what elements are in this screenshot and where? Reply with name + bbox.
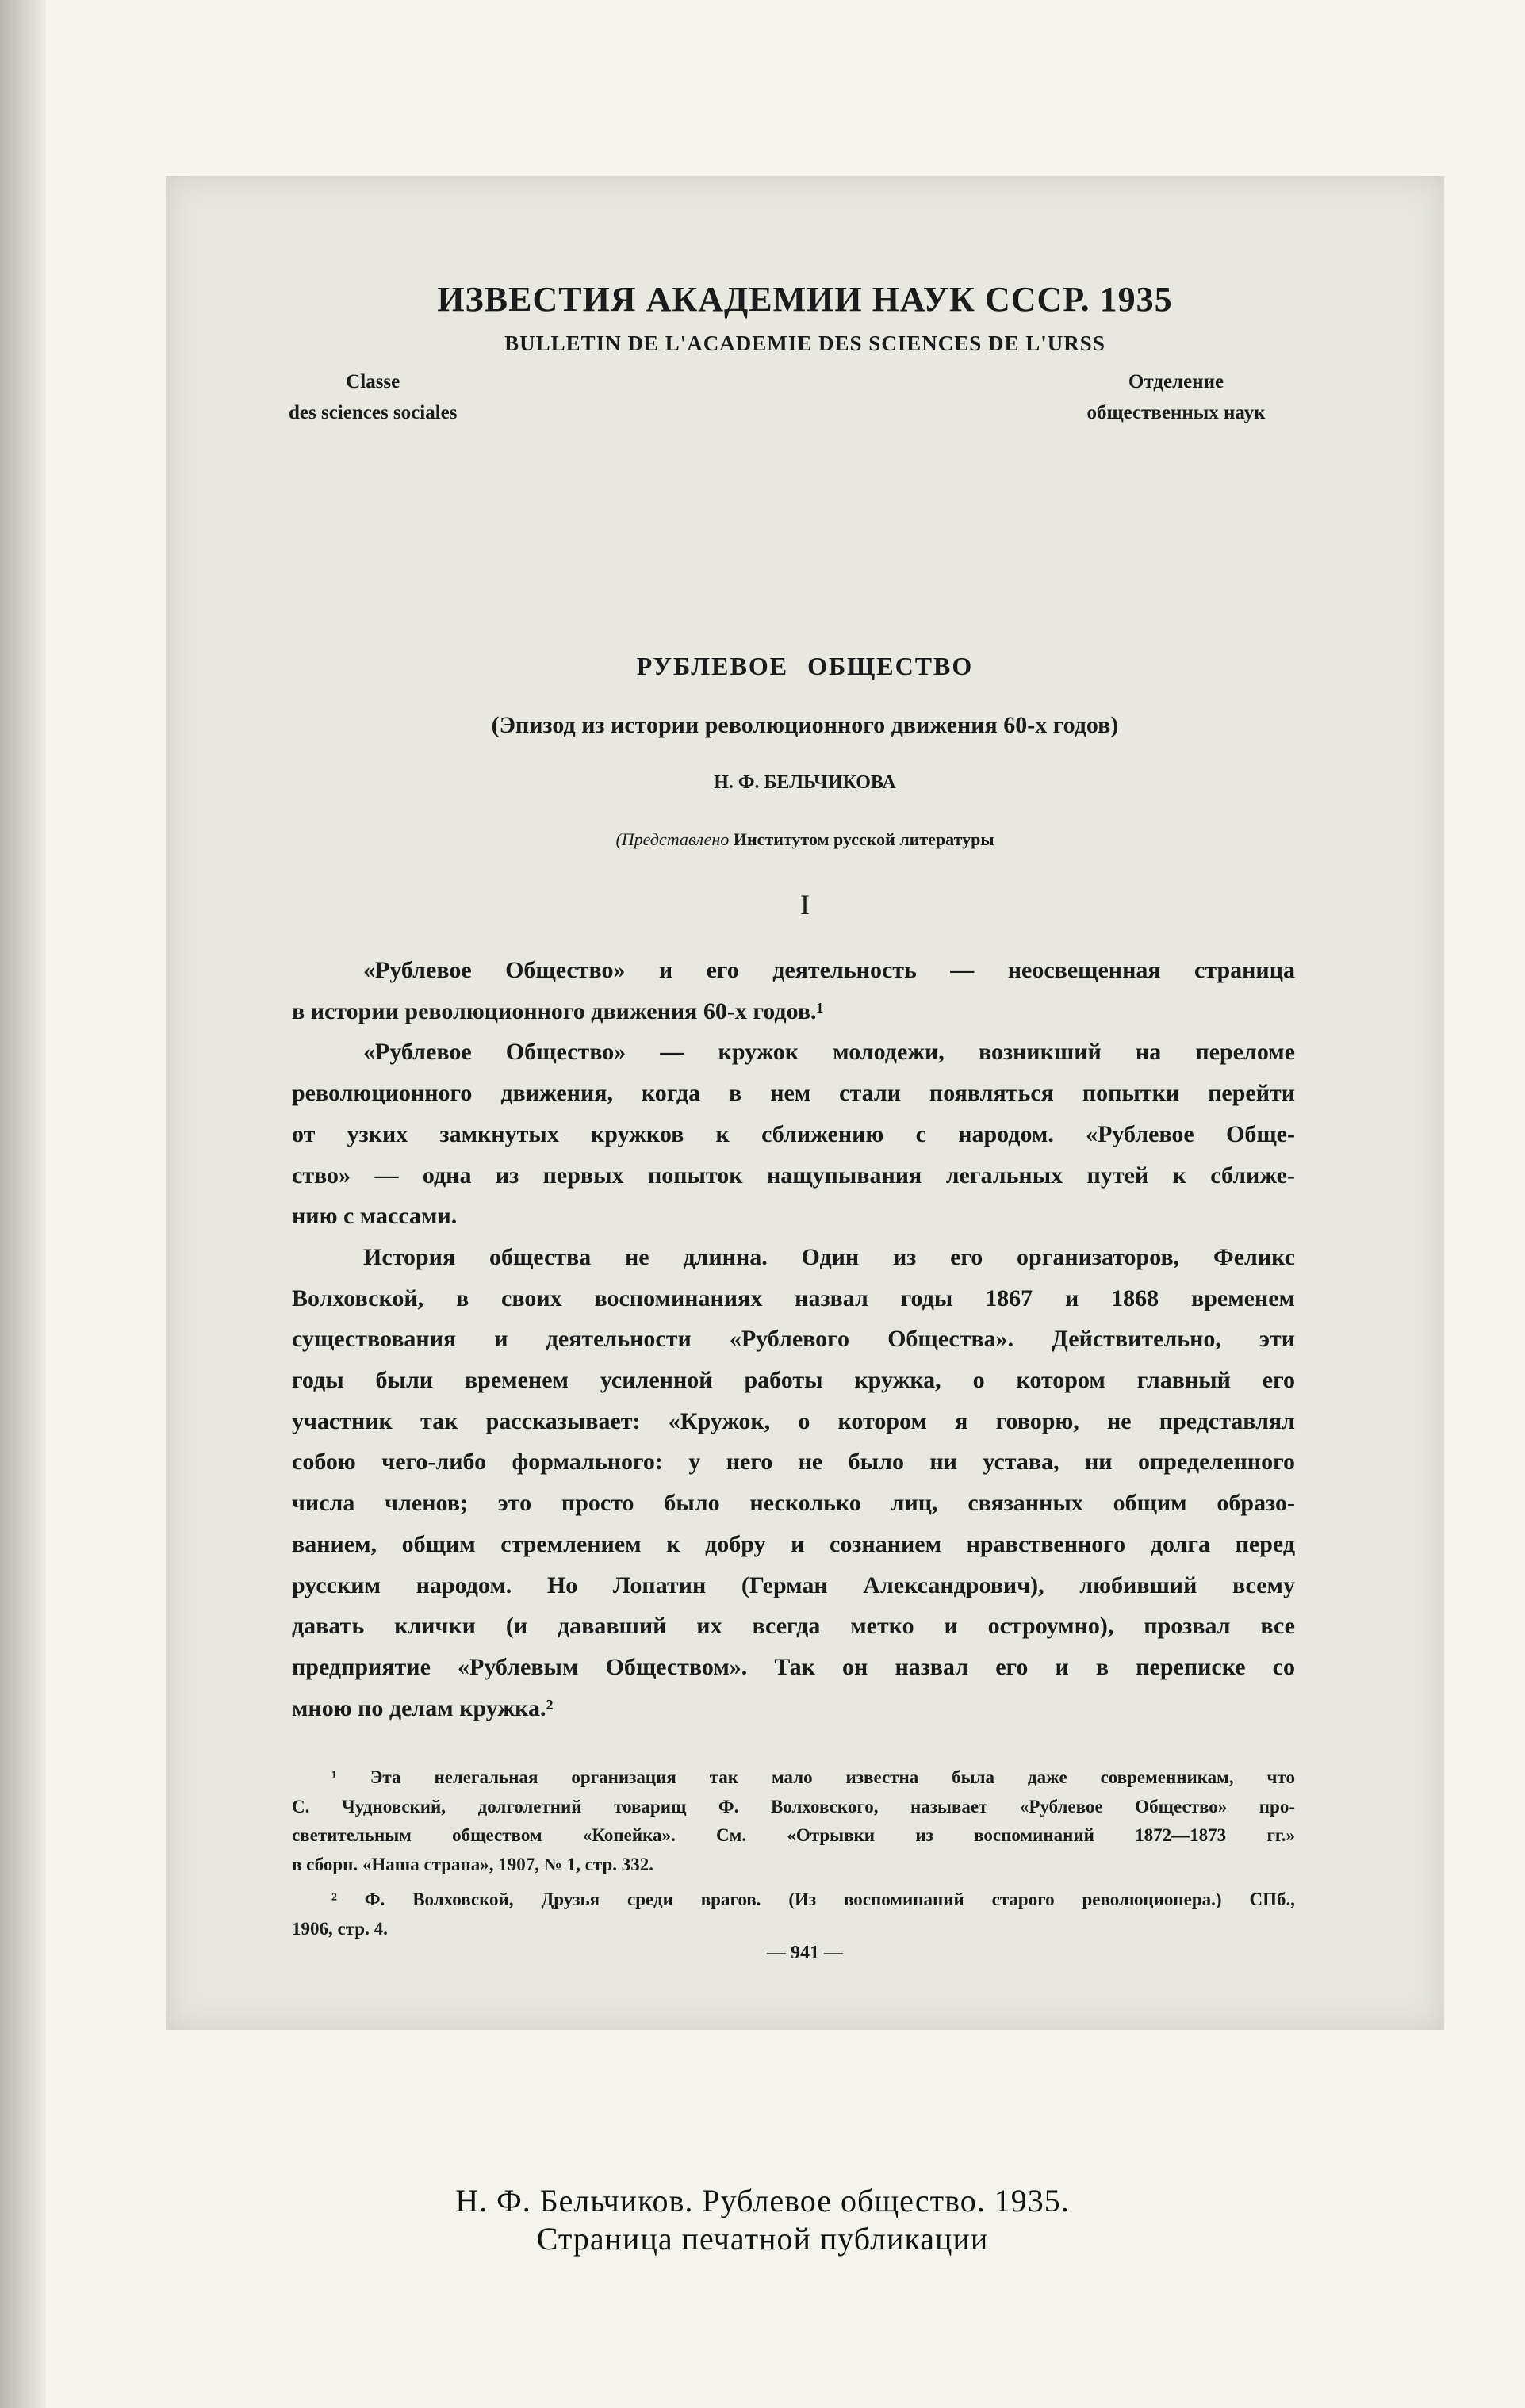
article-subtitle: (Эпизод из истории революционного движения 60-х годов) bbox=[491, 712, 1119, 738]
department-right bbox=[1045, 366, 1307, 428]
article-author: Н. Ф. БЕЛЬЧИКОВА bbox=[714, 772, 896, 793]
body-text-line: существования и деятельности «Рублевого Общества». Действительно, эти bbox=[292, 1326, 1295, 1353]
body-text-line: давать клички (и дававший их всегда метко и остроумно), прозвал все bbox=[292, 1613, 1295, 1640]
page-number: — 941 — bbox=[767, 1943, 843, 1963]
body-text-line: мною по делам кружка.² bbox=[292, 1694, 554, 1721]
department-left-line: des sciences sociales bbox=[289, 402, 458, 423]
body-text-line: предприятие «Рублевым Обществом». Так он назвал его и в переписке со bbox=[292, 1653, 1295, 1680]
department-left bbox=[289, 366, 457, 428]
body-text-line: от узких замкнутых кружков к сближению с народом. «Рублевое Обще- bbox=[292, 1120, 1295, 1147]
department-right-line: Отделение bbox=[1128, 371, 1224, 392]
department-left-line: Classe bbox=[346, 371, 400, 392]
body-text-line: ванием, общим стремлением к добру и сознанием нравственного долга перед bbox=[292, 1530, 1295, 1557]
footnote-line: в сборн. «Наша страна», 1907, № 1, стр. 332. bbox=[292, 1854, 653, 1874]
footnote-line: С. Чудновский, долголетний товарищ Ф. Волховского, называет «Рублевое Общество» про- bbox=[292, 1796, 1295, 1817]
body-text-line: ство» — одна из первых попыток нащупывания легальных путей к сближе- bbox=[292, 1162, 1295, 1189]
footnote-line: 1906, стр. 4. bbox=[292, 1918, 388, 1939]
body-text-line: История общества не длинна. Один из его организаторов, Феликс bbox=[363, 1243, 1295, 1270]
department-right-line: общественных наук bbox=[1086, 402, 1266, 423]
presented-prefix: (Представлено bbox=[615, 829, 730, 849]
body-text-line: революционного движения, когда в нем стали появляться попытки перейти bbox=[292, 1080, 1295, 1107]
body-text-line: числа членов; это просто было несколько лиц, связанных общим образо- bbox=[292, 1490, 1295, 1517]
body-text-line: русским народом. Но Лопатин (Герман Александрович), любивший всему bbox=[292, 1572, 1295, 1598]
body-text-line: годы были временем усиленной работы кружка, о котором главный его bbox=[292, 1367, 1295, 1393]
presented-institution: Институтом русской литературы bbox=[729, 829, 994, 849]
body-text-line: в истории революционного движения 60-х годов.¹ bbox=[292, 997, 824, 1024]
body-text-line: «Рублевое Общество» и его деятельность — неосвещенная страница bbox=[363, 957, 1295, 983]
footnote-line: ² Ф. Волховской, Друзья среди врагов. (Из воспоминаний старого революционера.) СПб., bbox=[331, 1889, 1295, 1909]
journal-title: ИЗВЕСТИЯ АКАДЕМИИ НАУК СССР. 1935 bbox=[437, 280, 1173, 319]
caption-line-2: Страница печатной публикации bbox=[536, 2221, 989, 2257]
caption-line-1: Н. Ф. Бельчиков. Рублевое общество. 1935. bbox=[455, 2183, 1070, 2218]
article-title: РУБЛЕВОЕ ОБЩЕСТВО bbox=[636, 652, 974, 680]
body-text-line: участник так рассказывает: «Кружок, о котором я говорю, не представлял bbox=[292, 1407, 1295, 1434]
section-number: I bbox=[800, 889, 810, 921]
presented-by bbox=[166, 829, 1444, 850]
journal-bulletin: BULLETIN DE L'ACADEMIE DES SCIENCES DE L'URSS bbox=[504, 331, 1105, 355]
body-text-line: собою чего-либо формального: у него не было ни устава, ни определенного bbox=[292, 1449, 1295, 1476]
page-edge bbox=[0, 0, 46, 2408]
footnote-line: ¹ Эта нелегальная организация так мало известна была даже современникам, что bbox=[331, 1767, 1295, 1787]
body-text-line: нию с массами. bbox=[292, 1203, 458, 1230]
footnote-line: светительным обществом «Копейка». См. «Отрывки из воспоминаний 1872—1873 гг.» bbox=[292, 1825, 1295, 1845]
body-text-line: «Рублевое Общество» — кружок молодежи, возникший на переломе bbox=[363, 1039, 1295, 1066]
body-text-line: Волховской, в своих воспоминаниях назвал годы 1867 и 1868 временем bbox=[292, 1284, 1295, 1311]
